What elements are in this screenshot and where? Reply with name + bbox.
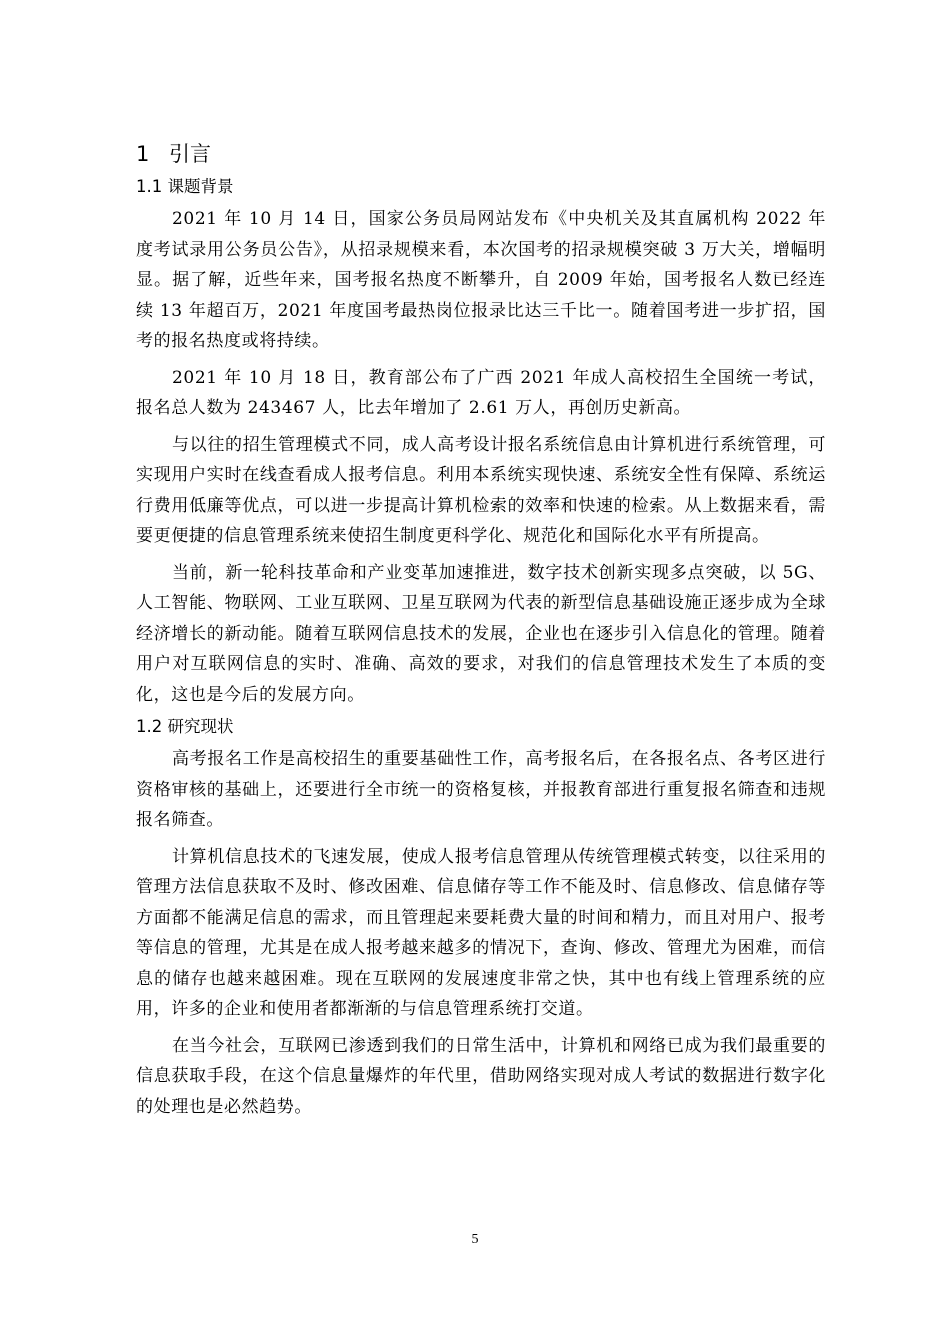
paragraph: 在当今社会，互联网已渗透到我们的日常生活中，计算机和网络已成为我们最重要的信息获取手段，在这个信息量爆炸的年代里，借助网络实现对成人考试的数据进行数字化的处理也是必然趋势。 (136, 1035, 826, 1117)
chapter-title: 引言 (169, 142, 211, 166)
chapter-heading (136, 141, 826, 167)
section-heading: 1.2 研究现状 (136, 717, 234, 736)
paragraph: 计算机信息技术的飞速发展，使成人报考信息管理从传统管理模式转变，以往采用的管理方法信息获取不及时、修改困难、信息储存等工作不能及时、信息修改、信息储存等方面都不能满足信息的需求，而且管理起来要耗费大量的时间和精力，而且对用户、报考等信息的管理，尤其是在成人报考越来越多的情况下，查询、修改、管理尤为困难，而信息的储存也越来越困难。现在互联网的发展速度非常之快，其中也有线上管理系统的应用，许多的企业和使用者都渐渐的与信息管理系统打交道。 (136, 846, 826, 1019)
chapter-number: 1 (136, 142, 150, 166)
paragraph: 2021 年 10 月 18 日，教育部公布了广西 2021 年成人高校招生全国统一考试，报名总人数为 243467 人，比去年增加了 2.61 万人，再创历史新高。 (136, 367, 826, 418)
paragraph: 与以往的招生管理模式不同，成人高考设计报名系统信息由计算机进行系统管理，可实现用户实时在线查看成人报考信息。利用本系统实现快速、系统安全性有保障、系统运行费用低廉等优点，可以进一步提高计算机检索的效率和快速的检索。从上数据来看，需要更便捷的信息管理系统来使招生制度更科学化、规范化和国际化水平有所提高。 (136, 434, 826, 546)
paragraph: 当前，新一轮科技革命和产业变革加速推进，数字技术创新实现多点突破，以 5G、人工智能、物联网、工业互联网、卫星互联网为代表的新型信息基础设施正逐步成为全球经济增长的新动能。随着互联网信息技术的发展，企业也在逐步引入信息化的管理。随着用户对互联网信息的实时、准确、高效的要求，对我们的信息管理技术发生了本质的变化，这也是今后的发展方向。 (136, 562, 826, 705)
page-number: 5 (471, 1232, 479, 1247)
section-heading: 1.1 课题背景 (136, 177, 234, 196)
paragraph: 高考报名工作是高校招生的重要基础性工作，高考报名后，在各报名点、各考区进行资格审核的基础上，还要进行全市统一的资格复核，并报教育部进行重复报名筛查和违规报名筛查。 (136, 749, 826, 830)
paragraph: 2021 年 10 月 14 日，国家公务员局网站发布《中央机关及其直属机构 2022 年度考试录用公务员公告》，从招录规模来看，本次国考的招录规模突破 3 万大关，增幅明显。据了解，近些年来，国考报名热度不断攀升，自 2009 年始，国考报名人数已经连续 13 年超百万，2021 年度国考最热岗位报录比达三千比一。随着国考进一步扩招，国考的报名热度或将持续。 (136, 209, 826, 351)
page-body (136, 141, 826, 1128)
